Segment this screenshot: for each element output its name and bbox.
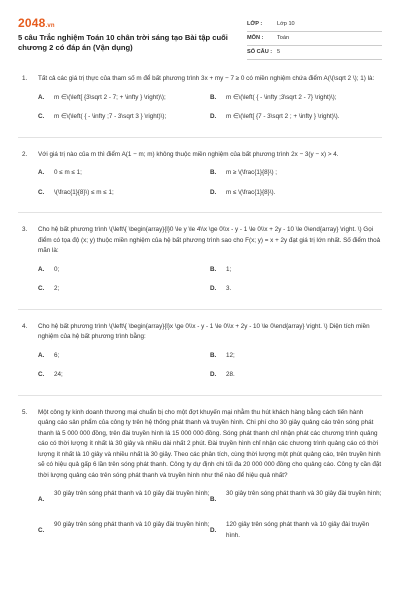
option-letter: A. [38, 169, 45, 176]
option-text: \(\frac{1}{8}\) ≤ m ≤ 1; [54, 188, 114, 196]
answer-options [38, 168, 382, 198]
meta-row-count [247, 46, 382, 60]
meta-value: Toán [277, 35, 290, 41]
question-text: Cho hệ bất phương trình \(\left\{ \begin{array}{l}0 \le y \le 4\\x \ge 0\\x - y - 1 \le 0\\x + 2y - 10 \le 0\end{array} \right. \) Gọi điểm có tọa độ (x; y) thuộc miền nghiệm của hệ bất phương trình sao cho F(x; y) = x + 2y đạt giá trị lớn nhất. Số điểm thoả mãn là: [38, 226, 381, 254]
option-d[interactable] [210, 188, 382, 199]
option-letter: D. [210, 527, 217, 534]
option-c[interactable] [38, 370, 210, 381]
option-letter: A. [38, 265, 45, 273]
option-d[interactable] [210, 284, 382, 295]
option-letter: B. [210, 265, 217, 273]
option-text: 28. [226, 371, 235, 378]
option-a[interactable] [38, 351, 210, 362]
logo-text: 2048 [18, 16, 46, 30]
question-text: Cho hệ bất phương trình \(\left\{ \begin{array}{l}x \ge 0\\x - y - 1 \le 0\\x + 2y - 10 \le 0\end{array} \right. \) Diện tích miền nghiệm của hệ bất phương trình bằng: [38, 322, 370, 340]
question-number: 4. [22, 322, 28, 330]
option-text: m ∈\(\left[ {3\sqrt 2 - 7; + \infty } \right)\); [54, 93, 166, 101]
option-text: 6; [54, 351, 60, 359]
divider [18, 309, 382, 310]
option-b[interactable] [210, 168, 382, 179]
option-b[interactable] [210, 265, 382, 276]
question-body [38, 225, 382, 295]
option-c[interactable] [38, 188, 210, 199]
option-text: 90 giây trên sóng phát thanh và 10 giây đài truyền hình; [54, 521, 210, 528]
answer-options [38, 351, 382, 381]
option-letter: A. [38, 93, 45, 101]
option-b[interactable] [210, 489, 382, 510]
option-text: m ∈\(\left( { - \infty ;3\sqrt 2 - 7} \right)\); [226, 93, 337, 101]
option-letter: C. [38, 113, 45, 120]
option-c[interactable] [38, 112, 210, 123]
option-text: m ≤ \(\frac{1}{8}\). [226, 188, 276, 196]
question-body [38, 74, 382, 123]
option-text: 24; [54, 371, 63, 378]
meta-label: MÔN : [247, 35, 264, 41]
option-a[interactable] [38, 265, 210, 276]
option-letter: C. [38, 285, 45, 292]
question-body [38, 150, 382, 199]
divider [18, 395, 382, 396]
option-letter: B. [210, 496, 217, 503]
option-text: m ≥ \(\frac{1}{8}\) ; [226, 169, 278, 176]
option-text: 1; [226, 265, 232, 273]
meta-label: LỚP : [247, 21, 263, 27]
logo-suffix: .vn [45, 23, 55, 29]
option-text: 0 ≤ m ≤ 1; [54, 169, 82, 176]
divider [18, 212, 382, 213]
option-text: 3. [226, 285, 232, 292]
meta-label: SỐ CÂU : [247, 49, 273, 55]
question-text: Với giá trị nào của m thì điểm A(1 − m; m) không thuộc miền nghiệm của bất phương trình 2x − 3(y − x) > 4. [38, 150, 339, 158]
option-letter: D. [210, 285, 217, 292]
option-letter: B. [210, 93, 217, 101]
option-text: 30 giây trên sóng phát thanh và 10 giây đài truyền hình; [54, 490, 210, 497]
option-text: 30 giây trên sóng phát thanh và 30 giây đài truyền hình; [226, 490, 382, 497]
option-letter: B. [210, 169, 217, 176]
option-letter: D. [210, 113, 217, 120]
option-letter: B. [210, 351, 217, 359]
document-header [18, 0, 382, 60]
document-title: 5 câu Trắc nghiệm Toán 10 chân trời sáng tạo Bài tập cuối chương 2 có đáp án (Vận dụng) [18, 33, 228, 52]
option-d[interactable] [210, 370, 382, 381]
option-letter: D. [210, 371, 217, 378]
option-letter: A. [38, 351, 45, 359]
option-b[interactable] [210, 351, 382, 362]
question-5 [18, 408, 382, 542]
option-text: m ∈\(\left( { - \infty ;7 - 3\sqrt 3 } \right)\); [54, 113, 167, 120]
site-logo[interactable] [18, 16, 233, 30]
option-a[interactable] [38, 93, 210, 104]
answer-options [38, 93, 382, 123]
question-list [18, 74, 382, 541]
meta-row-subject [247, 32, 382, 46]
option-c[interactable] [38, 284, 210, 295]
option-text: 120 giây trên sóng phát thanh và 10 giây đài truyền hình. [226, 521, 370, 539]
option-text: m ∈\(\left[ {7 - 3\sqrt 2 ; + \infty } \right)\). [226, 113, 340, 120]
option-a[interactable] [38, 489, 210, 510]
option-text: 2; [54, 285, 60, 292]
question-number: 5. [22, 408, 28, 416]
option-letter: C. [38, 188, 45, 196]
option-text: 12; [226, 351, 235, 359]
option-letter: A. [38, 496, 45, 503]
option-a[interactable] [38, 168, 210, 179]
question-text: Tất cả các giá trị thực của tham số m để bất phương trình 3x + my − 7 ≥ 0 có miền nghiệm chứa điểm A(\(\sqrt 2 \); 1) là: [38, 75, 375, 82]
answer-options [38, 265, 382, 295]
answer-options [38, 489, 382, 541]
divider [18, 137, 382, 138]
header-left [18, 16, 233, 60]
option-text: 0; [54, 265, 60, 273]
question-4 [18, 322, 382, 381]
option-b[interactable] [210, 93, 382, 104]
option-d[interactable] [210, 520, 382, 541]
question-number: 2. [22, 150, 28, 158]
question-text: Một công ty kinh doanh thương mại chuẩn bị cho một đợt khuyến mại nhằm thu hút khách hàng bằng cách tiến hành quảng cáo sản phẩm của công ty trên hệ thống phát thanh và truyền hình. Chi phí cho 30 giây quảng cáo trên sóng phát thanh là 5 000 000 đồng, trên đài truyền hình là 15 000 000 đồng. Sóng phát thanh chỉ nhận phát các chương trình quảng cáo có thời lượng ít nhất là 30 giây và nhiều dài nhất 2 phút. Đài truyền hình chỉ nhận các chương trình quảng cáo có thời lượng ít nhất là 10 giây và nhiều nhất là 30 giây. Theo các phân tích, cùng thời lượng một phút quảng cáo, trên truyền hình sẽ có hiệu quả gấp 6 lần trên sóng phát thanh. Công ty dự định chi tối đa 20 000 000 đồng cho quảng cáo. Công ty cần đặt thời lượng quảng cáo trên sóng phát thanh và truyền hình như thế nào để hiệu quả nhất? [38, 408, 382, 479]
document-meta [247, 18, 382, 60]
question-body [38, 322, 382, 381]
option-c[interactable] [38, 520, 210, 541]
question-1 [18, 74, 382, 123]
option-letter: C. [38, 527, 45, 534]
question-body [38, 408, 382, 542]
question-number: 3. [22, 226, 28, 233]
question-2 [18, 150, 382, 199]
meta-value: Lớp 10 [277, 21, 295, 27]
meta-value: 5 [277, 49, 281, 55]
question-3 [18, 225, 382, 295]
option-letter: C. [38, 371, 45, 378]
option-d[interactable] [210, 112, 382, 123]
meta-row-class [247, 18, 382, 32]
option-letter: D. [210, 188, 217, 196]
question-number: 1. [22, 75, 28, 82]
